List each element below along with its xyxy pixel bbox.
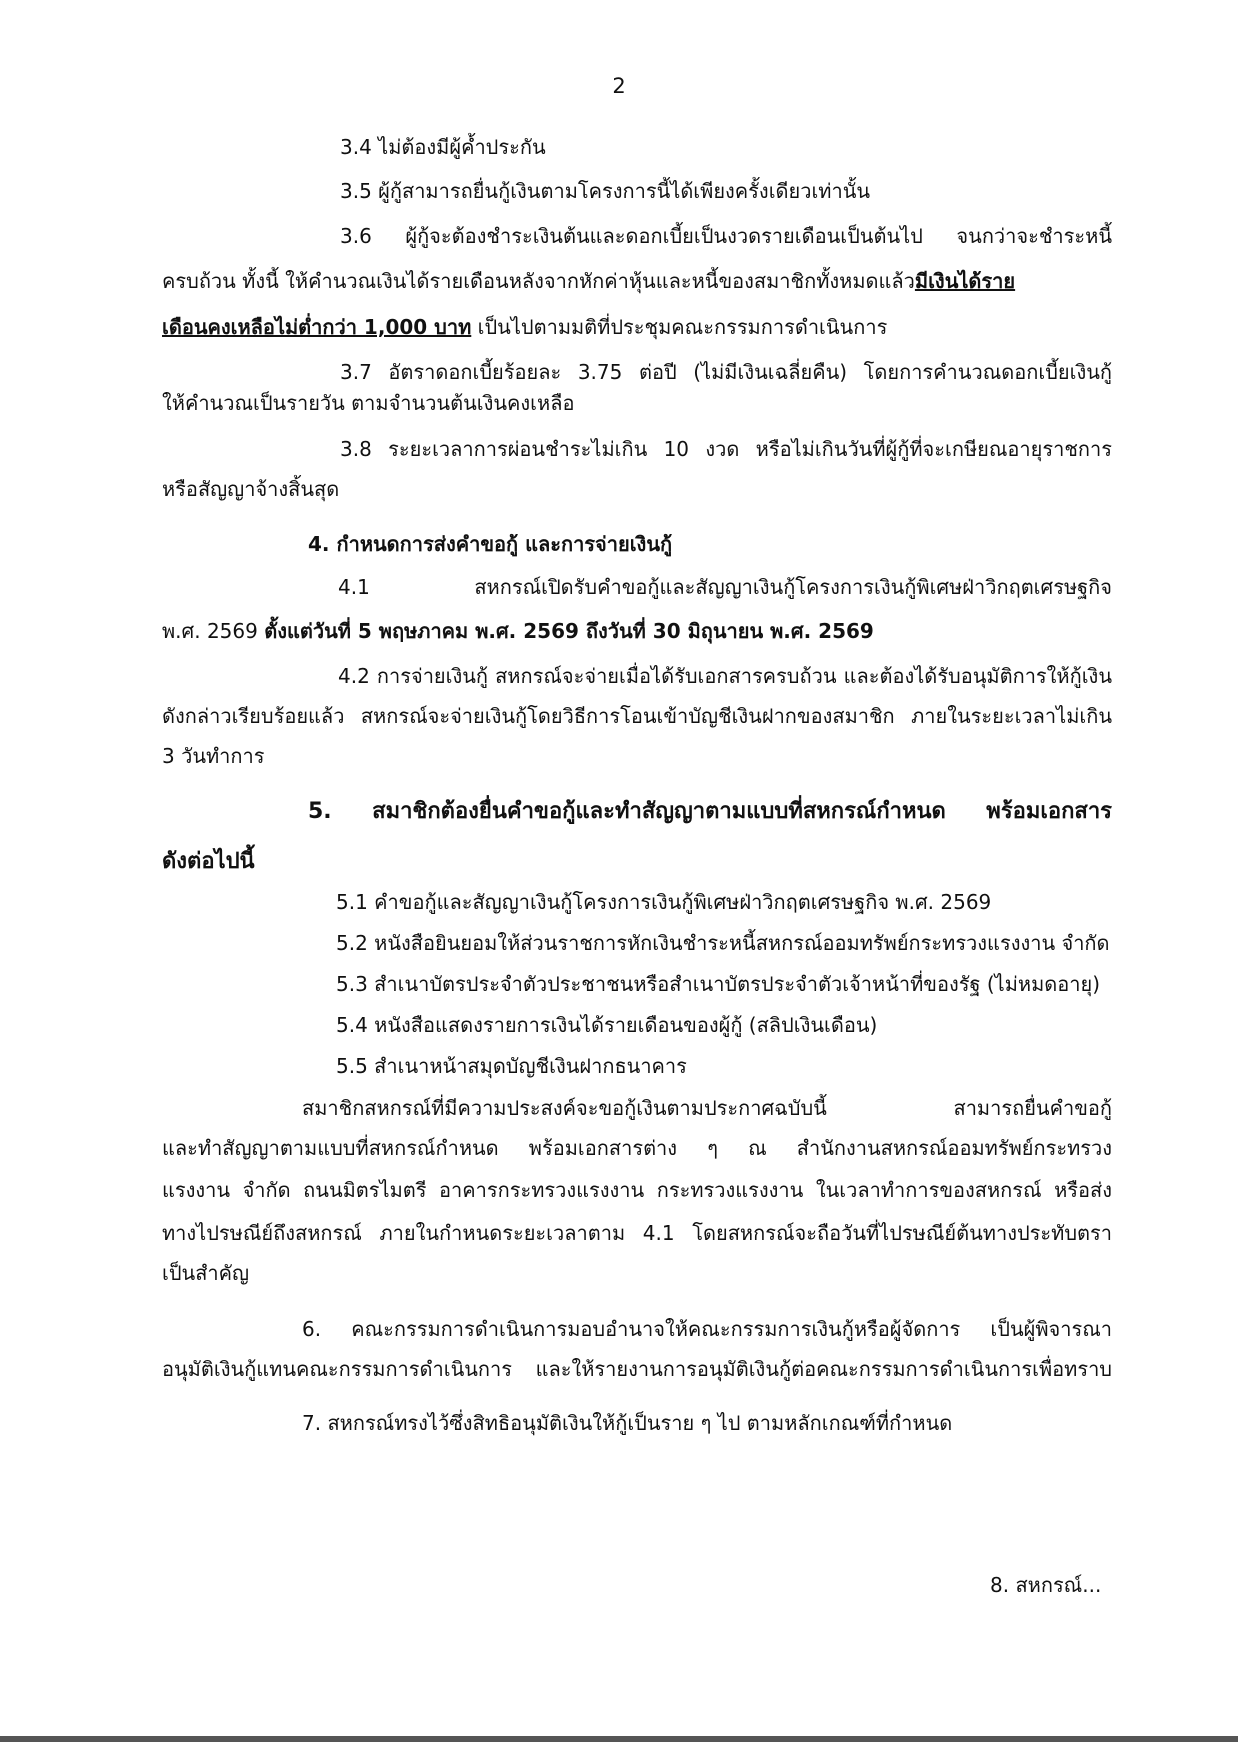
submission-paragraph-line2: และทำสัญญาตามแบบที่สหกรณ์กำหนด พร้อมเอกสารต่าง ๆ ณ สำนักงานสหกรณ์ออมทรัพย์กระทรวง	[162, 1136, 1112, 1160]
submission-paragraph-line1: สมาชิกสหกรณ์ที่มีความประสงค์จะขอกู้เงินตามประกาศฉบับนี้ สามารถยื่นคำขอกู้	[302, 1096, 1112, 1120]
page-number: 2	[612, 74, 626, 98]
item-4-2-line3: 3 วันทำการ	[162, 744, 265, 768]
item-4-2-line1: 4.2 การจ่ายเงินกู้ สหกรณ์จะจ่ายเมื่อได้รับเอกสารครบถ้วน และต้องได้รับอนุมัติการให้กู้เงิน	[338, 664, 1112, 688]
scan-edge	[0, 1736, 1238, 1742]
min-income-emphasis-2: เดือนคงเหลือไม่ต่ำกว่า 1,000 บาท	[162, 315, 472, 339]
min-income-emphasis-1: มีเงินได้ราย	[914, 269, 1016, 293]
section-5-heading-line1: 5. สมาชิกต้องยื่นคำขอกู้และทำสัญญาตามแบบที่สหกรณ์กำหนด พร้อมเอกสาร	[308, 799, 1112, 824]
document-item-5-1: 5.1 คำขอกู้และสัญญาเงินกู้โครงการเงินกู้พิเศษฝ่าวิกฤตเศรษฐกิจ พ.ศ. 2569	[336, 890, 992, 914]
submission-period: ตั้งแต่วันที่ 5 พฤษภาคม พ.ศ. 2569 ถึงวันที่ 30 มิถุนายน พ.ศ. 2569	[264, 619, 874, 643]
document-item-5-5: 5.5 สำเนาหน้าสมุดบัญชีเงินฝากธนาคาร	[336, 1054, 687, 1078]
document-item-5-2: 5.2 หนังสือยินยอมให้ส่วนราชการหักเงินชำระหนี้สหกรณ์ออมทรัพย์กระทรวงแรงงาน จำกัด	[336, 931, 1110, 955]
item-4-1-line2-text: พ.ศ. 2569	[162, 619, 265, 643]
item-3-7-line2: ให้คำนวณเป็นรายวัน ตามจำนวนต้นเงินคงเหลือ	[162, 391, 575, 415]
document-item-5-3: 5.3 สำเนาบัตรประจำตัวประชาชนหรือสำเนาบัตรประจำตัวเจ้าหน้าที่ของรัฐ (ไม่หมดอายุ)	[336, 972, 1101, 996]
item-3-7-line1: 3.7 อัตราดอกเบี้ยร้อยละ 3.75 ต่อปี (ไม่มีเงินเฉลี่ยคืน) โดยการคำนวณดอกเบี้ยเงินกู้	[340, 360, 1112, 384]
item-6-line2: อนุมัติเงินกู้แทนคณะกรรมการดำเนินการ และให้รายงานการอนุมัติเงินกู้ต่อคณะกรรมการดำเนินการเพื่อทราบ	[162, 1357, 1112, 1381]
item-3-6-line1: 3.6 ผู้กู้จะต้องชำระเงินต้นและดอกเบี้ยเป็นงวดรายเดือนเป็นต้นไป จนกว่าจะชำระหนี้	[340, 224, 1112, 248]
section-4-heading: 4. กำหนดการส่งคำขอกู้ และการจ่ายเงินกู้	[308, 532, 673, 556]
item-3-4: 3.4 ไม่ต้องมีผู้ค้ำประกัน	[340, 135, 546, 159]
item-3-8-line1: 3.8 ระยะเวลาการผ่อนชำระไม่เกิน 10 งวด หรือไม่เกินวันที่ผู้กู้ที่จะเกษียณอายุราชการ	[340, 437, 1112, 461]
item-3-8-line2: หรือสัญญาจ้างสิ้นสุด	[162, 477, 340, 501]
item-4-1-line1: 4.1 สหกรณ์เปิดรับคำขอกู้และสัญญาเงินกู้โครงการเงินกู้พิเศษฝ่าวิกฤตเศรษฐกิจ	[338, 575, 1112, 599]
item-4-1-line2	[162, 617, 874, 645]
item-3-6-line2	[162, 267, 1015, 295]
item-7: 7. สหกรณ์ทรงไว้ซึ่งสิทธิอนุมัติเงินให้กู้เป็นราย ๆ ไป ตามหลักเกณฑ์ที่กำหนด	[302, 1411, 953, 1435]
document-item-5-4: 5.4 หนังสือแสดงรายการเงินได้รายเดือนของผู้กู้ (สลิปเงินเดือน)	[336, 1013, 878, 1037]
item-3-6-line3	[162, 313, 887, 341]
item-3-5: 3.5 ผู้กู้สามารถยื่นกู้เงินตามโครงการนี้ได้เพียงครั้งเดียวเท่านั้น	[340, 179, 871, 203]
item-6-line1: 6. คณะกรรมการดำเนินการมอบอำนาจให้คณะกรรมการเงินกู้หรือผู้จัดการ เป็นผู้พิจารณา	[302, 1317, 1112, 1341]
item-4-2-line2: ดังกล่าวเรียบร้อยแล้ว สหกรณ์จะจ่ายเงินกู้โดยวิธีการโอนเข้าบัญชีเงินฝากของสมาชิก ภายในระยะเวลาไม่เกิน	[162, 704, 1112, 728]
continuation-marker: 8. สหกรณ์...	[990, 1573, 1102, 1597]
submission-paragraph-line3: แรงงาน จำกัด ถนนมิตรไมตรี อาคารกระทรวงแรงงาน กระทรวงแรงงาน ในเวลาทำการของสหกรณ์ หรือส่ง	[162, 1178, 1112, 1202]
submission-paragraph-line4: ทางไปรษณีย์ถึงสหกรณ์ ภายในกำหนดระยะเวลาตาม 4.1 โดยสหกรณ์จะถือวันที่ไปรษณีย์ต้นทางประทับตรา	[162, 1221, 1112, 1245]
section-5-heading-line2: ดังต่อไปนี้	[162, 849, 255, 874]
item-3-6-line3-text: เป็นไปตามมติที่ประชุมคณะกรรมการดำเนินการ	[471, 315, 888, 339]
submission-paragraph-line5: เป็นสำคัญ	[162, 1261, 250, 1285]
item-3-6-line2-text: ครบถ้วน ทั้งนี้ ให้คำนวณเงินได้รายเดือนหลังจากหักค่าหุ้นและหนี้ของสมาชิกทั้งหมดแล้ว	[162, 269, 915, 293]
